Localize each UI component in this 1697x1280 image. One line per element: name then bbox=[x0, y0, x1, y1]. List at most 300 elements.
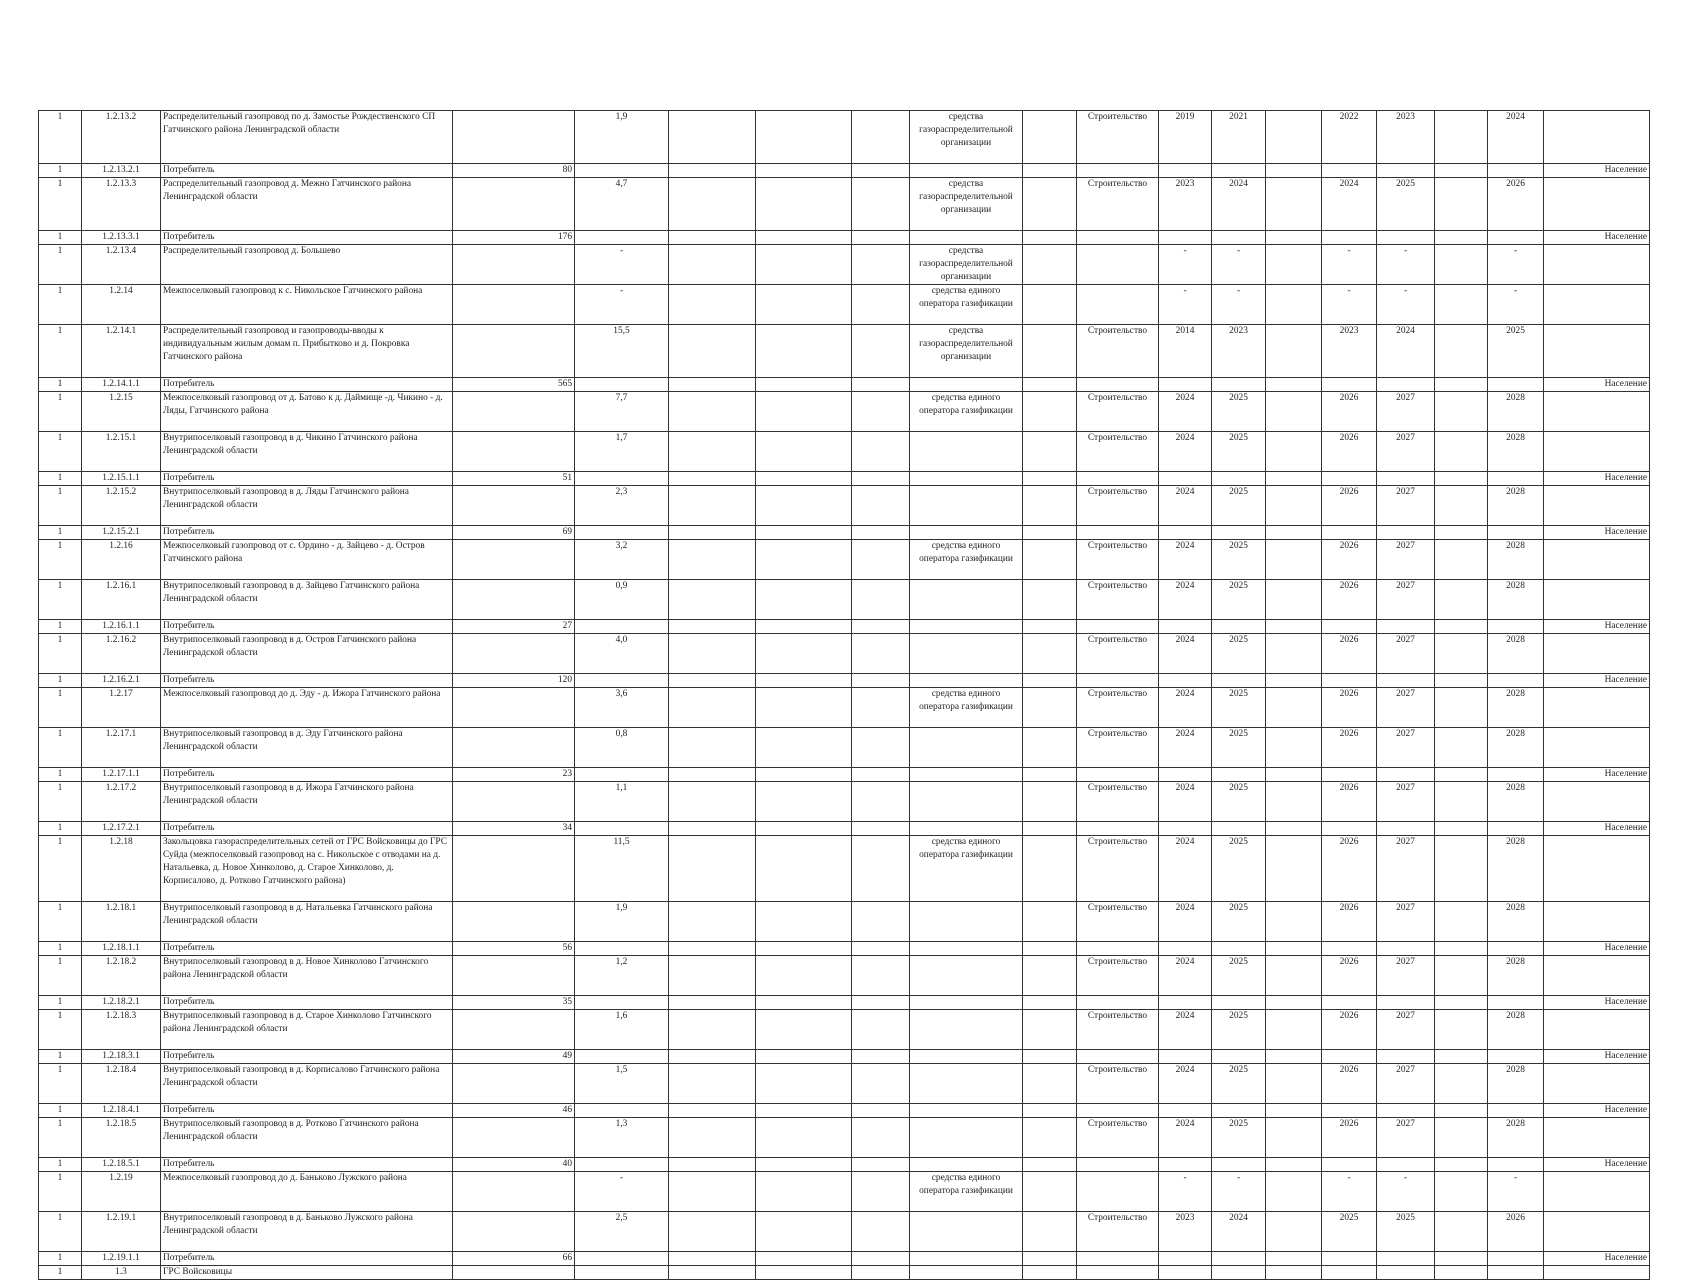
year-2-cell bbox=[1212, 768, 1266, 782]
empty-cell bbox=[852, 634, 910, 674]
year-1-cell bbox=[1159, 378, 1212, 392]
year-1-cell: 2014 bbox=[1159, 325, 1212, 378]
year-2-cell: 2025 bbox=[1212, 688, 1266, 728]
year-2-cell bbox=[1212, 231, 1266, 245]
category-cell bbox=[1544, 540, 1650, 580]
length-cell: 1,1 bbox=[575, 782, 669, 822]
year-1-cell: 2024 bbox=[1159, 580, 1212, 620]
consumers-cell bbox=[453, 432, 575, 472]
code-cell: 1.2.17.1 bbox=[82, 728, 161, 768]
code-cell: 1.2.17.2.1 bbox=[82, 822, 161, 836]
year-3-cell bbox=[1322, 526, 1377, 540]
funding-source-cell bbox=[910, 1050, 1023, 1064]
year-5-cell: 2024 bbox=[1488, 111, 1544, 164]
consumers-cell bbox=[453, 1266, 575, 1280]
empty-cell bbox=[1266, 674, 1322, 688]
level-cell: 1 bbox=[39, 526, 82, 540]
empty-cell bbox=[1266, 956, 1322, 996]
code-cell: 1.2.18.4 bbox=[82, 1064, 161, 1104]
length-cell: 7,7 bbox=[575, 392, 669, 432]
length-cell: 1,9 bbox=[575, 902, 669, 942]
code-cell: 1.2.18.3 bbox=[82, 1010, 161, 1050]
name-cell: Межпоселковый газопровод к с. Никольское Гатчинского района bbox=[161, 285, 453, 325]
year-2-cell bbox=[1212, 472, 1266, 486]
work-type-cell: Строительство bbox=[1077, 1010, 1159, 1050]
empty-cell bbox=[669, 1064, 756, 1104]
funding-source-cell bbox=[910, 768, 1023, 782]
year-2-cell: 2025 bbox=[1212, 902, 1266, 942]
year-3-cell: - bbox=[1322, 285, 1377, 325]
year-5-cell: 2028 bbox=[1488, 836, 1544, 902]
table-row bbox=[39, 1064, 1650, 1104]
empty-cell bbox=[1023, 996, 1077, 1010]
empty-cell bbox=[669, 1212, 756, 1252]
funding-source-cell bbox=[910, 1212, 1023, 1252]
table-row bbox=[39, 956, 1650, 996]
code-cell: 1.2.18 bbox=[82, 836, 161, 902]
empty-cell bbox=[1435, 325, 1488, 378]
year-5-cell bbox=[1488, 1158, 1544, 1172]
name-cell: Внутрипоселковый газопровод в д. Новое Хинколово Гатчинского района Ленинградской области bbox=[161, 956, 453, 996]
length-cell bbox=[575, 1158, 669, 1172]
empty-cell bbox=[1023, 782, 1077, 822]
empty-cell bbox=[852, 1118, 910, 1158]
table-row bbox=[39, 285, 1650, 325]
year-5-cell bbox=[1488, 1050, 1544, 1064]
document-sheet bbox=[38, 110, 1650, 1280]
year-3-cell bbox=[1322, 1158, 1377, 1172]
empty-cell bbox=[852, 580, 910, 620]
empty-cell bbox=[1435, 540, 1488, 580]
year-4-cell bbox=[1377, 1158, 1435, 1172]
funding-source-cell bbox=[910, 1064, 1023, 1104]
year-5-cell: 2028 bbox=[1488, 432, 1544, 472]
length-cell bbox=[575, 378, 669, 392]
level-cell: 1 bbox=[39, 245, 82, 285]
funding-source-cell bbox=[910, 1158, 1023, 1172]
work-type-cell bbox=[1077, 1104, 1159, 1118]
work-type-cell: Строительство bbox=[1077, 782, 1159, 822]
empty-cell bbox=[756, 526, 852, 540]
table-row bbox=[39, 1266, 1650, 1280]
length-cell: - bbox=[575, 1172, 669, 1212]
empty-cell bbox=[669, 231, 756, 245]
empty-cell bbox=[1266, 472, 1322, 486]
level-cell: 1 bbox=[39, 231, 82, 245]
code-cell: 1.2.15.1 bbox=[82, 432, 161, 472]
funding-source-cell bbox=[910, 432, 1023, 472]
year-3-cell: 2026 bbox=[1322, 1064, 1377, 1104]
year-4-cell: 2025 bbox=[1377, 1212, 1435, 1252]
level-cell: 1 bbox=[39, 674, 82, 688]
level-cell: 1 bbox=[39, 902, 82, 942]
table-row bbox=[39, 580, 1650, 620]
empty-cell bbox=[852, 378, 910, 392]
empty-cell bbox=[1266, 822, 1322, 836]
year-2-cell: 2025 bbox=[1212, 540, 1266, 580]
empty-cell bbox=[1435, 902, 1488, 942]
year-1-cell bbox=[1159, 1158, 1212, 1172]
empty-cell bbox=[1435, 1010, 1488, 1050]
empty-cell bbox=[1023, 1050, 1077, 1064]
table-row bbox=[39, 111, 1650, 164]
empty-cell bbox=[852, 526, 910, 540]
category-cell: Население bbox=[1544, 822, 1650, 836]
table-row bbox=[39, 540, 1650, 580]
consumers-cell bbox=[453, 836, 575, 902]
funding-source-cell bbox=[910, 956, 1023, 996]
empty-cell bbox=[756, 688, 852, 728]
funding-source-cell bbox=[910, 378, 1023, 392]
year-4-cell: 2027 bbox=[1377, 836, 1435, 902]
year-1-cell: 2024 bbox=[1159, 1010, 1212, 1050]
year-4-cell bbox=[1377, 1252, 1435, 1266]
empty-cell bbox=[669, 1266, 756, 1280]
funding-source-cell bbox=[910, 1266, 1023, 1280]
empty-cell bbox=[1435, 486, 1488, 526]
level-cell: 1 bbox=[39, 164, 82, 178]
table-row bbox=[39, 392, 1650, 432]
code-cell: 1.2.18.3.1 bbox=[82, 1050, 161, 1064]
table-row bbox=[39, 942, 1650, 956]
funding-source-cell bbox=[910, 1010, 1023, 1050]
work-type-cell bbox=[1077, 164, 1159, 178]
length-cell bbox=[575, 231, 669, 245]
level-cell: 1 bbox=[39, 1104, 82, 1118]
length-cell bbox=[575, 1266, 669, 1280]
empty-cell bbox=[1023, 432, 1077, 472]
year-1-cell: 2024 bbox=[1159, 956, 1212, 996]
year-3-cell bbox=[1322, 1050, 1377, 1064]
work-type-cell bbox=[1077, 1158, 1159, 1172]
work-type-cell bbox=[1077, 1252, 1159, 1266]
empty-cell bbox=[852, 836, 910, 902]
empty-cell bbox=[756, 620, 852, 634]
work-type-cell: Строительство bbox=[1077, 540, 1159, 580]
year-5-cell bbox=[1488, 378, 1544, 392]
empty-cell bbox=[756, 164, 852, 178]
year-3-cell: 2026 bbox=[1322, 1010, 1377, 1050]
year-5-cell: - bbox=[1488, 245, 1544, 285]
empty-cell bbox=[852, 1158, 910, 1172]
empty-cell bbox=[1435, 378, 1488, 392]
year-1-cell bbox=[1159, 620, 1212, 634]
empty-cell bbox=[756, 378, 852, 392]
empty-cell bbox=[1023, 486, 1077, 526]
year-1-cell: 2023 bbox=[1159, 178, 1212, 231]
empty-cell bbox=[852, 620, 910, 634]
level-cell: 1 bbox=[39, 728, 82, 768]
empty-cell bbox=[756, 178, 852, 231]
empty-cell bbox=[669, 634, 756, 674]
work-type-cell: Строительство bbox=[1077, 1212, 1159, 1252]
year-5-cell bbox=[1488, 620, 1544, 634]
consumers-cell: 66 bbox=[453, 1252, 575, 1266]
empty-cell bbox=[1435, 1104, 1488, 1118]
empty-cell bbox=[756, 540, 852, 580]
work-type-cell bbox=[1077, 674, 1159, 688]
empty-cell bbox=[1266, 526, 1322, 540]
funding-source-cell bbox=[910, 1118, 1023, 1158]
name-cell: Потребитель bbox=[161, 996, 453, 1010]
year-5-cell bbox=[1488, 164, 1544, 178]
year-4-cell bbox=[1377, 231, 1435, 245]
length-cell bbox=[575, 1050, 669, 1064]
empty-cell bbox=[852, 996, 910, 1010]
year-5-cell: 2026 bbox=[1488, 1212, 1544, 1252]
year-1-cell: 2024 bbox=[1159, 902, 1212, 942]
table-row bbox=[39, 486, 1650, 526]
length-cell bbox=[575, 526, 669, 540]
work-type-cell: Строительство bbox=[1077, 392, 1159, 432]
length-cell bbox=[575, 942, 669, 956]
category-cell: Население bbox=[1544, 526, 1650, 540]
category-cell: Население bbox=[1544, 1050, 1650, 1064]
empty-cell bbox=[1023, 285, 1077, 325]
empty-cell bbox=[1023, 1118, 1077, 1158]
category-cell bbox=[1544, 634, 1650, 674]
consumers-cell bbox=[453, 728, 575, 768]
empty-cell bbox=[1266, 178, 1322, 231]
table-row bbox=[39, 1118, 1650, 1158]
name-cell: Внутрипоселковый газопровод в д. Корписалово Гатчинского района Ленинградской области bbox=[161, 1064, 453, 1104]
work-type-cell: Строительство bbox=[1077, 634, 1159, 674]
funding-source-cell bbox=[910, 580, 1023, 620]
level-cell: 1 bbox=[39, 111, 82, 164]
name-cell: Потребитель bbox=[161, 1104, 453, 1118]
category-cell: Население bbox=[1544, 942, 1650, 956]
code-cell: 1.2.13.3 bbox=[82, 178, 161, 231]
category-cell: Население bbox=[1544, 472, 1650, 486]
empty-cell bbox=[852, 822, 910, 836]
funding-source-cell bbox=[910, 1252, 1023, 1266]
level-cell: 1 bbox=[39, 472, 82, 486]
empty-cell bbox=[756, 1050, 852, 1064]
year-1-cell: 2024 bbox=[1159, 634, 1212, 674]
empty-cell bbox=[669, 996, 756, 1010]
name-cell: Внутрипоселковый газопровод в д. Баньково Лужского района Ленинградской области bbox=[161, 1212, 453, 1252]
funding-source-cell: средства газораспределительной организации bbox=[910, 325, 1023, 378]
work-type-cell: Строительство bbox=[1077, 956, 1159, 996]
table-row bbox=[39, 378, 1650, 392]
year-5-cell bbox=[1488, 1266, 1544, 1280]
year-2-cell: 2025 bbox=[1212, 956, 1266, 996]
empty-cell bbox=[852, 231, 910, 245]
year-5-cell bbox=[1488, 996, 1544, 1010]
empty-cell bbox=[1023, 111, 1077, 164]
empty-cell bbox=[1435, 1064, 1488, 1104]
consumers-cell: 40 bbox=[453, 1158, 575, 1172]
code-cell: 1.2.18.1 bbox=[82, 902, 161, 942]
funding-source-cell bbox=[910, 486, 1023, 526]
category-cell bbox=[1544, 285, 1650, 325]
empty-cell bbox=[1023, 392, 1077, 432]
empty-cell bbox=[1023, 325, 1077, 378]
work-type-cell: Строительство bbox=[1077, 580, 1159, 620]
empty-cell bbox=[1023, 540, 1077, 580]
empty-cell bbox=[1435, 836, 1488, 902]
empty-cell bbox=[669, 1050, 756, 1064]
empty-cell bbox=[1435, 178, 1488, 231]
empty-cell bbox=[852, 1104, 910, 1118]
year-3-cell: 2022 bbox=[1322, 111, 1377, 164]
level-cell: 1 bbox=[39, 392, 82, 432]
year-4-cell: 2027 bbox=[1377, 634, 1435, 674]
empty-cell bbox=[1023, 822, 1077, 836]
year-1-cell bbox=[1159, 1252, 1212, 1266]
funding-source-cell bbox=[910, 1104, 1023, 1118]
year-4-cell: 2027 bbox=[1377, 1064, 1435, 1104]
empty-cell bbox=[669, 472, 756, 486]
year-5-cell bbox=[1488, 1104, 1544, 1118]
empty-cell bbox=[852, 768, 910, 782]
table-row bbox=[39, 1158, 1650, 1172]
empty-cell bbox=[852, 1266, 910, 1280]
year-5-cell: 2028 bbox=[1488, 728, 1544, 768]
empty-cell bbox=[1266, 392, 1322, 432]
empty-cell bbox=[1266, 486, 1322, 526]
year-4-cell: - bbox=[1377, 285, 1435, 325]
year-1-cell: - bbox=[1159, 245, 1212, 285]
code-cell: 1.2.16.1 bbox=[82, 580, 161, 620]
level-cell: 1 bbox=[39, 378, 82, 392]
work-type-cell: Строительство bbox=[1077, 432, 1159, 472]
empty-cell bbox=[1266, 231, 1322, 245]
table-row bbox=[39, 1252, 1650, 1266]
empty-cell bbox=[1435, 728, 1488, 768]
empty-cell bbox=[669, 1118, 756, 1158]
year-2-cell bbox=[1212, 822, 1266, 836]
category-cell bbox=[1544, 580, 1650, 620]
empty-cell bbox=[1266, 1010, 1322, 1050]
year-1-cell: 2024 bbox=[1159, 782, 1212, 822]
year-2-cell bbox=[1212, 164, 1266, 178]
empty-cell bbox=[852, 392, 910, 432]
code-cell: 1.2.15.1.1 bbox=[82, 472, 161, 486]
empty-cell bbox=[1435, 822, 1488, 836]
name-cell: Внутрипоселковый газопровод в д. Натальевка Гатчинского района Ленинградской области bbox=[161, 902, 453, 942]
empty-cell bbox=[852, 1172, 910, 1212]
funding-source-cell bbox=[910, 164, 1023, 178]
funding-source-cell bbox=[910, 674, 1023, 688]
year-2-cell: 2025 bbox=[1212, 486, 1266, 526]
work-type-cell: Строительство bbox=[1077, 728, 1159, 768]
empty-cell bbox=[852, 325, 910, 378]
year-4-cell bbox=[1377, 472, 1435, 486]
year-2-cell: 2024 bbox=[1212, 178, 1266, 231]
name-cell: Внутрипоселковый газопровод в д. Зайцево Гатчинского района Ленинградской области bbox=[161, 580, 453, 620]
table-row bbox=[39, 526, 1650, 540]
length-cell: 2,5 bbox=[575, 1212, 669, 1252]
level-cell: 1 bbox=[39, 1266, 82, 1280]
table-row bbox=[39, 782, 1650, 822]
empty-cell bbox=[1266, 245, 1322, 285]
year-5-cell: 2026 bbox=[1488, 178, 1544, 231]
consumers-cell bbox=[453, 634, 575, 674]
year-3-cell: 2026 bbox=[1322, 688, 1377, 728]
consumers-cell bbox=[453, 285, 575, 325]
empty-cell bbox=[669, 432, 756, 472]
year-5-cell: 2028 bbox=[1488, 486, 1544, 526]
year-4-cell: 2027 bbox=[1377, 540, 1435, 580]
code-cell: 1.2.16.1.1 bbox=[82, 620, 161, 634]
empty-cell bbox=[1266, 1064, 1322, 1104]
empty-cell bbox=[852, 1064, 910, 1104]
level-cell: 1 bbox=[39, 996, 82, 1010]
name-cell: Потребитель bbox=[161, 378, 453, 392]
empty-cell bbox=[1266, 836, 1322, 902]
empty-cell bbox=[1435, 768, 1488, 782]
year-5-cell bbox=[1488, 526, 1544, 540]
empty-cell bbox=[852, 728, 910, 768]
funding-source-cell bbox=[910, 728, 1023, 768]
empty-cell bbox=[669, 688, 756, 728]
name-cell: Закольцовка газораспределительных сетей от ГРС Войсковицы до ГРС Суйда (межпоселковый газопровод на с. Никольское с отводами на д. Натальевка, д. Новое Хинколово, д. Старое Хинколово, д. Корписалово, д. Ротково Гатчинского района) bbox=[161, 836, 453, 902]
funding-source-cell bbox=[910, 634, 1023, 674]
year-5-cell: 2028 bbox=[1488, 580, 1544, 620]
empty-cell bbox=[1023, 688, 1077, 728]
year-4-cell bbox=[1377, 996, 1435, 1010]
empty-cell bbox=[1435, 285, 1488, 325]
year-4-cell: 2027 bbox=[1377, 956, 1435, 996]
funding-source-cell bbox=[910, 620, 1023, 634]
empty-cell bbox=[1435, 580, 1488, 620]
empty-cell bbox=[1435, 1212, 1488, 1252]
year-4-cell: 2027 bbox=[1377, 688, 1435, 728]
empty-cell bbox=[1266, 620, 1322, 634]
work-type-cell bbox=[1077, 1172, 1159, 1212]
category-cell bbox=[1544, 1172, 1650, 1212]
empty-cell bbox=[669, 325, 756, 378]
work-type-cell: Строительство bbox=[1077, 486, 1159, 526]
work-type-cell bbox=[1077, 768, 1159, 782]
name-cell: Внутрипоселковый газопровод в д. Чикино Гатчинского района Ленинградской области bbox=[161, 432, 453, 472]
year-2-cell bbox=[1212, 526, 1266, 540]
empty-cell bbox=[1435, 245, 1488, 285]
empty-cell bbox=[1266, 1252, 1322, 1266]
year-2-cell: 2025 bbox=[1212, 1064, 1266, 1104]
level-cell: 1 bbox=[39, 285, 82, 325]
length-cell bbox=[575, 472, 669, 486]
empty-cell bbox=[756, 674, 852, 688]
year-3-cell bbox=[1322, 768, 1377, 782]
name-cell: Потребитель bbox=[161, 164, 453, 178]
year-1-cell: 2024 bbox=[1159, 1064, 1212, 1104]
empty-cell bbox=[852, 178, 910, 231]
year-5-cell bbox=[1488, 822, 1544, 836]
work-type-cell bbox=[1077, 378, 1159, 392]
consumers-cell bbox=[453, 688, 575, 728]
work-type-cell bbox=[1077, 942, 1159, 956]
empty-cell bbox=[669, 674, 756, 688]
empty-cell bbox=[1023, 956, 1077, 996]
length-cell: 3,2 bbox=[575, 540, 669, 580]
funding-source-cell bbox=[910, 782, 1023, 822]
empty-cell bbox=[1023, 728, 1077, 768]
empty-cell bbox=[852, 1252, 910, 1266]
year-2-cell: 2025 bbox=[1212, 1118, 1266, 1158]
name-cell: Межпоселковый газопровод до д. Баньково Лужского района bbox=[161, 1172, 453, 1212]
consumers-cell bbox=[453, 111, 575, 164]
empty-cell bbox=[756, 1064, 852, 1104]
empty-cell bbox=[756, 1118, 852, 1158]
code-cell: 1.2.14 bbox=[82, 285, 161, 325]
year-4-cell bbox=[1377, 674, 1435, 688]
empty-cell bbox=[669, 782, 756, 822]
year-2-cell: 2025 bbox=[1212, 836, 1266, 902]
year-4-cell bbox=[1377, 1266, 1435, 1280]
year-5-cell bbox=[1488, 231, 1544, 245]
